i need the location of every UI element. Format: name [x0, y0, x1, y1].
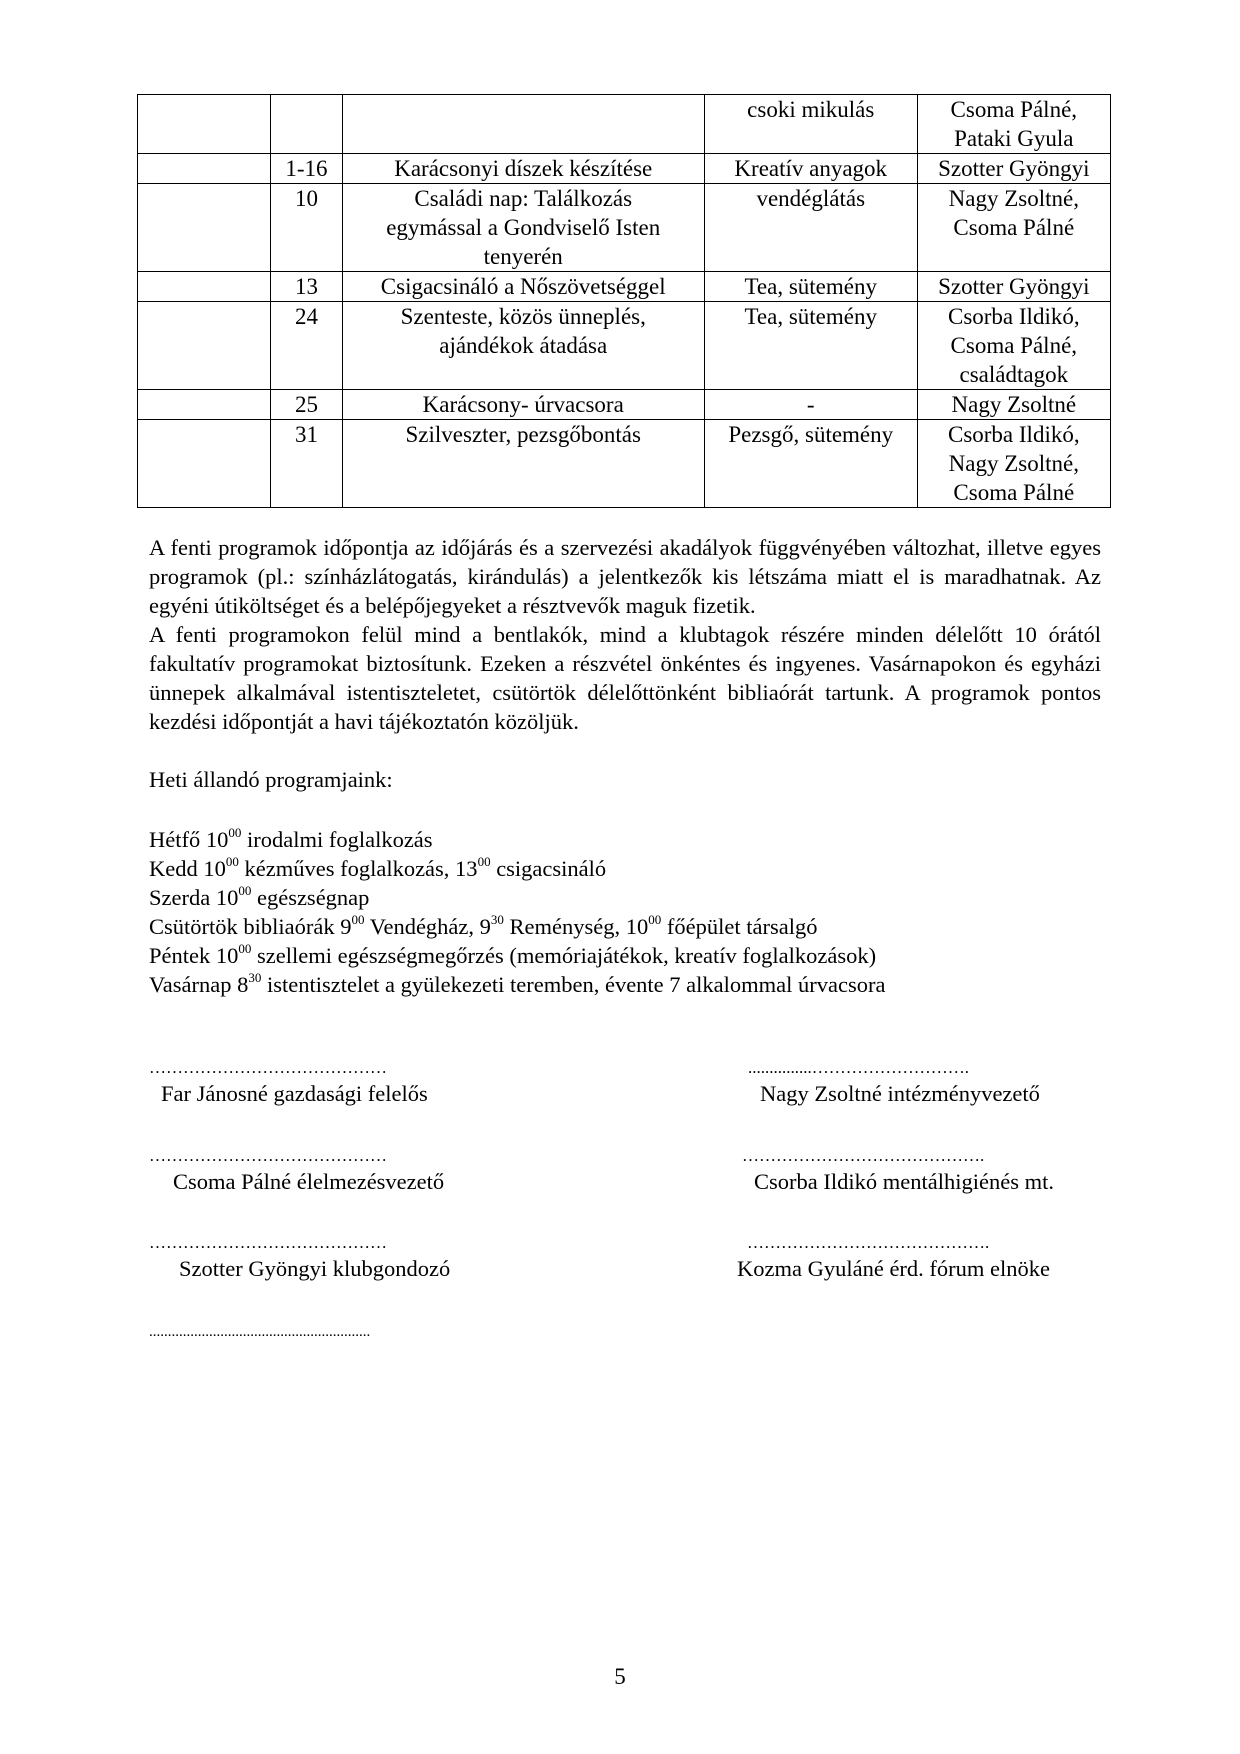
signature-line: ……………………………………. [742, 1146, 985, 1165]
table-row [138, 272, 1111, 302]
material-cell: Kreatív anyagok [704, 154, 917, 184]
weekly-text: Vendégház, 9 [364, 914, 491, 939]
weekly-program-line [149, 912, 885, 941]
weekly-text: Hétfő 10 [149, 827, 229, 852]
weekly-text: szellemi egészségmegőrzés (memóriajátékok, kreatív foglalkozások) [251, 943, 877, 968]
responsible-cell: Nagy Zsoltné, Csoma Pálné [917, 184, 1110, 272]
signature-line: …………………………………… [149, 1058, 387, 1077]
time-minutes: 00 [238, 883, 252, 898]
time-minutes: 00 [477, 854, 491, 869]
day-cell: 10 [271, 184, 342, 272]
table-row [138, 390, 1111, 420]
page-number: 5 [614, 1664, 626, 1689]
weekly-text: Csütörtök bibliaórák 9 [149, 914, 352, 939]
time-minutes: 00 [351, 912, 365, 927]
paragraph-schedule-changes: A fenti programok időpontja az időjárás és a szervezési akadályok függvényében változhat, illetve egyes programok (pl.: színházlátogatás, kirándulás) a jelentkezők kis létszáma miatt el is maradhatnak. Az egyéni útiköltséget és a belépőjegyeket a résztvevők maguk fizetik. [149, 535, 1101, 618]
paragraph-optional-programs: A fenti programokon felül mind a bentlakók, mind a klubtagok részére minden délelőtt 10 órától fakultatív programokat biztosítunk. Ezeken a részvétel önkéntes és ingyenes. Vasárnapokon és egyházi ünnepek alkalmával istentiszteletet, csütörtök délelőttönként bibliaórát tartunk. A programok pontos kezdési időpontját a havi tájékoztatón közöljük. [149, 622, 1101, 734]
program-cell: Karácsonyi díszek készítése [342, 154, 704, 184]
program-cell: Csigacsináló a Nőszövetséggel [342, 272, 704, 302]
material-cell: Pezsgő, sütemény [704, 420, 917, 508]
weekly-text: Péntek 10 [149, 943, 239, 968]
signature-name-csoma: Csoma Pálné élelmezésvezető [173, 1169, 445, 1194]
time-minutes: 00 [228, 825, 242, 840]
signature-line: ........................................................... [149, 1324, 371, 1340]
responsible-cell: Csorba Ildikó, Nagy Zsoltné, Csoma Pálné [917, 420, 1110, 508]
blank-cell [138, 302, 271, 390]
time-minutes: 30 [248, 970, 262, 985]
material-cell: vendéglátás [704, 184, 917, 272]
weekly-program-line [149, 825, 885, 854]
signature-csorba [742, 1141, 1054, 1195]
time-minutes: 30 [490, 912, 504, 927]
table-row [138, 420, 1111, 508]
weekly-text: Kedd 10 [149, 856, 226, 881]
table-row [138, 95, 1111, 154]
responsible-cell: Szotter Gyöngyi [917, 272, 1110, 302]
weekly-text: Reménység, 10 [503, 914, 649, 939]
weekly-text: Szerda 10 [149, 885, 239, 910]
signature-line: ……………………………………. [747, 1233, 990, 1252]
weekly-text: csigacsináló [490, 856, 607, 881]
day-cell: 13 [271, 272, 342, 302]
blank-cell [138, 154, 271, 184]
program-cell: Családi nap: Találkozás egymással a Gondviselő Isten tenyerén [342, 184, 704, 272]
signature-name-far: Far Jánosné gazdasági felelős [161, 1081, 428, 1106]
weekly-program-line [149, 883, 885, 912]
weekly-programs-list [149, 825, 885, 999]
responsible-cell: Csorba Ildikó, Csoma Pálné, családtagok [917, 302, 1110, 390]
signature-name-csorba: Csorba Ildikó mentálhigiénés mt. [754, 1169, 1054, 1194]
blank-cell [138, 184, 271, 272]
table-row [138, 154, 1111, 184]
blank-cell [138, 272, 271, 302]
day-cell: 24 [271, 302, 342, 390]
responsible-cell: Csoma Pálné, Pataki Gyula [917, 95, 1110, 154]
material-cell: Tea, sütemény [704, 272, 917, 302]
table-row [138, 302, 1111, 390]
time-minutes: 00 [238, 941, 252, 956]
table-row [138, 184, 1111, 272]
weekly-programs-heading: Heti állandó programjaink: [149, 767, 393, 792]
time-minutes: 00 [225, 854, 239, 869]
weekly-program-line [149, 854, 885, 883]
weekly-text: kézműves foglalkozás, 13 [238, 856, 478, 881]
responsible-cell: Szotter Gyöngyi [917, 154, 1110, 184]
signature-far [149, 1053, 428, 1107]
blank-cell [138, 95, 271, 154]
weekly-program-line [149, 941, 885, 970]
material-cell: - [704, 390, 917, 420]
weekly-text: irodalmi foglalkozás [241, 827, 433, 852]
program-cell [342, 95, 704, 154]
time-minutes: 00 [648, 912, 662, 927]
blank-cell [138, 390, 271, 420]
signature-nagy [748, 1053, 1040, 1107]
signature-szotter [149, 1228, 450, 1282]
notice-paragraphs [149, 533, 1101, 736]
signature-line: ...............………………………. [748, 1058, 969, 1077]
day-cell [271, 95, 342, 154]
program-cell: Karácsony- úrvacsora [342, 390, 704, 420]
program-cell: Szilveszter, pezsgőbontás [342, 420, 704, 508]
material-cell: Tea, sütemény [704, 302, 917, 390]
signature-extra-line [149, 1316, 370, 1342]
program-schedule-table [137, 94, 1111, 508]
material-cell: csoki mikulás [704, 95, 917, 154]
weekly-text: egészségnap [251, 885, 370, 910]
weekly-program-line [149, 970, 885, 999]
signature-csoma [149, 1141, 444, 1195]
program-cell: Szenteste, közös ünneplés, ajándékok átadása [342, 302, 704, 390]
weekly-text: főépület társalgó [661, 914, 818, 939]
weekly-text: istentisztelet a gyülekezeti teremben, évente 7 alkalommal úrvacsora [261, 972, 886, 997]
responsible-cell: Nagy Zsoltné [917, 390, 1110, 420]
day-cell: 1-16 [271, 154, 342, 184]
weekly-text: Vasárnap 8 [149, 972, 249, 997]
signature-name-nagy: Nagy Zsoltné intézményvezető [760, 1081, 1040, 1106]
signature-kozma [737, 1228, 1050, 1282]
blank-cell [138, 420, 271, 508]
signature-line: …………………………………… [149, 1146, 387, 1165]
signature-line: …………………………………… [149, 1233, 387, 1252]
day-cell: 25 [271, 390, 342, 420]
signature-name-szotter: Szotter Gyöngyi klubgondozó [179, 1256, 451, 1281]
signature-name-kozma: Kozma Gyuláné érd. fórum elnöke [737, 1256, 1051, 1281]
day-cell: 31 [271, 420, 342, 508]
